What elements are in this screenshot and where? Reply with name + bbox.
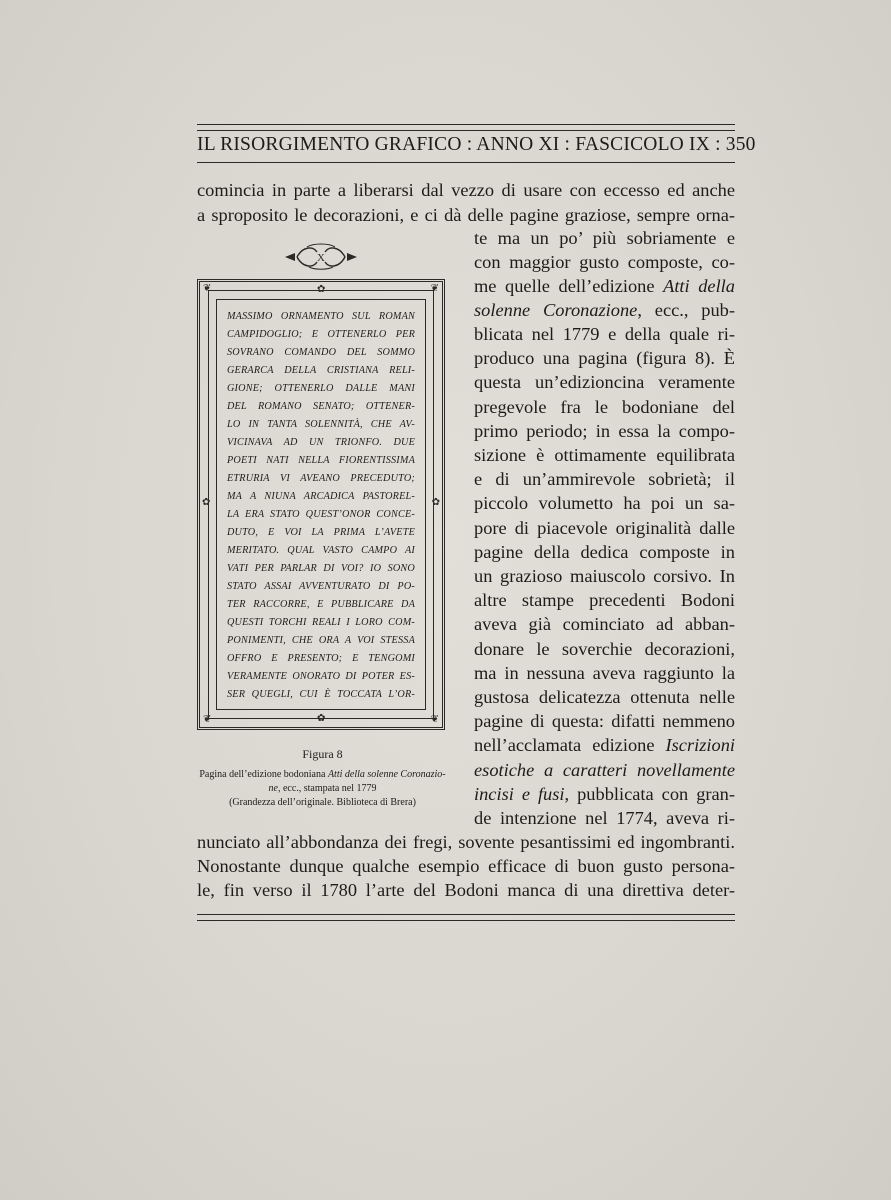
side-line-part: me quelle dell’edizione xyxy=(474,276,664,296)
italic-title: solenne Coronazione xyxy=(474,300,638,320)
footer-rule xyxy=(197,914,735,921)
corner-ornament: ❦ xyxy=(203,714,212,725)
figure-text-line: CAMPIDOGLIO; E OTTENERLO PER xyxy=(227,329,415,340)
figure-text-line: TER RACCORRE, E PUBBLICARE DA xyxy=(227,599,415,610)
figure-text-line: DEL ROMANO SENATO; OTTENER- xyxy=(227,401,415,412)
figure-text-line: VERAMENTE ONORATO DI POTER ES- xyxy=(227,671,415,682)
figure-text-line: POETI NATI NELLA FIORENTISSIMA xyxy=(227,455,415,466)
figure-text-line: MERITATO. QUAL VASTO CAMPO AI xyxy=(227,545,415,556)
corner-ornament: ❦ xyxy=(430,283,439,294)
frame-rosette: ✿ xyxy=(317,284,326,295)
side-line: questa un’edizioncina veramente xyxy=(474,372,735,392)
body-line: a sproposito le decorazioni, e ci dà delle pagine graziose, sempre orna- xyxy=(197,205,735,225)
caption-italic: ne xyxy=(268,783,278,794)
figure-text-line: STATO ASSAI AVVENTURATO DI PO- xyxy=(227,581,415,592)
italic-title: esotiche a caratteri novellamente xyxy=(474,760,735,780)
figure-text-line: MA A NIUNA ARCADICA PASTOREL- xyxy=(227,491,415,502)
side-line: pore di piacevole originalità dalle xyxy=(474,518,735,538)
side-line: e di un’ammirevole sobrietà; il xyxy=(474,469,735,489)
italic-title: incisi e fusi xyxy=(474,784,565,804)
ornament-letter: X xyxy=(317,252,325,264)
figure-text-line: LA ERA STATO QUEST’ONOR CONCE- xyxy=(227,509,415,520)
figure-text-line: LO IN TANTA SOLENNITÀ, CHE AV- xyxy=(227,419,415,430)
side-line: primo periodo; in essa la compo- xyxy=(474,421,735,441)
figure-caption-line: (Grandezza dell’originale. Biblioteca di Brera) xyxy=(229,797,416,808)
figure-caption-line xyxy=(195,782,450,795)
corner-ornament: ❦ xyxy=(430,714,439,725)
figure-text-line: ETRURIA VI AVEANO PRECEDUTO; xyxy=(227,473,415,484)
side-line: altre stampe precedenti Bodoni xyxy=(474,590,735,610)
side-line xyxy=(474,733,735,757)
header-top-rule xyxy=(197,124,735,131)
figure-text-line: OFFRO E PRESENTO; E TENGOMI xyxy=(227,653,415,664)
frame-rosette: ✿ xyxy=(317,713,326,724)
side-line: de intenzione nel 1774, aveva ri- xyxy=(474,808,735,828)
figure-text-line: PONIMENTI, CHE ORA A VOI STESSA xyxy=(227,635,415,646)
caption-part: , ecc., stampata nel 1779 xyxy=(277,783,377,794)
italic-title: Atti della xyxy=(663,276,735,296)
italic-title: Iscrizioni xyxy=(665,735,735,755)
body-line: nunciato all’abbondanza dei fregi, sovente pesantissimi ed ingombranti. xyxy=(197,832,735,852)
figure-text-line: MASSIMO ORNAMENTO SUL ROMAN xyxy=(227,311,415,322)
running-header: IL RISORGIMENTO GRAFICO : ANNO XI : FASCICOLO IX : 350 xyxy=(197,134,756,155)
side-line: pagine della dedica composte in xyxy=(474,542,735,562)
body-line: comincia in parte a liberarsi dal vezzo di usare con eccesso ed anche xyxy=(197,180,735,200)
figure-text-line: GIONE; OTTENERLO DALLE MANI xyxy=(227,383,415,394)
side-line: te ma un po’ più sobriamente e xyxy=(474,228,735,248)
side-line xyxy=(474,782,735,806)
side-line: ma in nessuna aveva raggiunto la xyxy=(474,663,735,683)
figure-text-line: VATI PER PARLAR DI VOI? IO SONO xyxy=(227,563,415,574)
header-bottom-rule xyxy=(197,162,735,163)
side-line: pagine di questa: difatti nemmeno xyxy=(474,711,735,731)
side-line xyxy=(474,298,735,322)
figure-text-line: QUESTI TORCHI REALI I LORO COM- xyxy=(227,617,415,628)
side-line xyxy=(474,274,735,298)
side-line: un grazioso maiuscolo corsivo. In xyxy=(474,566,735,586)
figure-text-line: VICINAVA AD UN TRIONFO. DUE xyxy=(227,437,415,448)
corner-ornament: ❦ xyxy=(203,283,212,294)
body-line: le, fin verso il 1780 l’arte del Bodoni manca di una direttiva deter- xyxy=(197,880,735,900)
side-line: gustosa delicatezza ottenuta nelle xyxy=(474,687,735,707)
side-line: piccolo volumetto ha poi un sa- xyxy=(474,493,735,513)
side-line: produco una pagina (figura 8). È xyxy=(474,348,735,368)
figure-text-line: GERARCA DELLA CRISTIANA RELI- xyxy=(227,365,415,376)
caption-italic: Atti della solenne Coronazio- xyxy=(327,769,446,780)
side-line: pregevole fra le bodoniane del xyxy=(474,397,735,417)
side-line: donare le soverchie decorazioni, xyxy=(474,639,735,659)
figure-text-line: SER QUEGLI, CUI È TOCCATA L’OR- xyxy=(227,689,415,700)
frame-rosette: ✿ xyxy=(202,497,211,508)
side-line xyxy=(474,758,735,782)
side-line: aveva già cominciato ad abban- xyxy=(474,614,735,634)
figure-text-line: DUTO, E VOI LA PRIMA L’AVETE xyxy=(227,527,415,538)
figure-caption-title: Figura 8 xyxy=(302,747,343,761)
side-line: con maggior gusto composte, co- xyxy=(474,252,735,272)
figure-caption-line xyxy=(195,768,450,781)
side-line: sizione è ottimamente equilibrata xyxy=(474,445,735,465)
body-line: Nonostante dunque qualche esempio efficace di buon gusto persona- xyxy=(197,856,735,876)
frame-rosette: ✿ xyxy=(431,497,440,508)
fleuron-ornament xyxy=(283,242,359,270)
side-line-part: , pubblicata con gran- xyxy=(564,784,735,804)
figure-text-line: SOVRANO COMANDO DEL SOMMO xyxy=(227,347,415,358)
side-line: blicata nel 1779 e della quale ri- xyxy=(474,324,735,344)
frame-text-box xyxy=(216,299,426,710)
side-line-part: nell’acclamata edizione xyxy=(474,735,666,755)
side-line-part: , ecc., pub- xyxy=(637,300,736,320)
caption-part: Pagina dell’edizione bodoniana xyxy=(199,769,328,780)
